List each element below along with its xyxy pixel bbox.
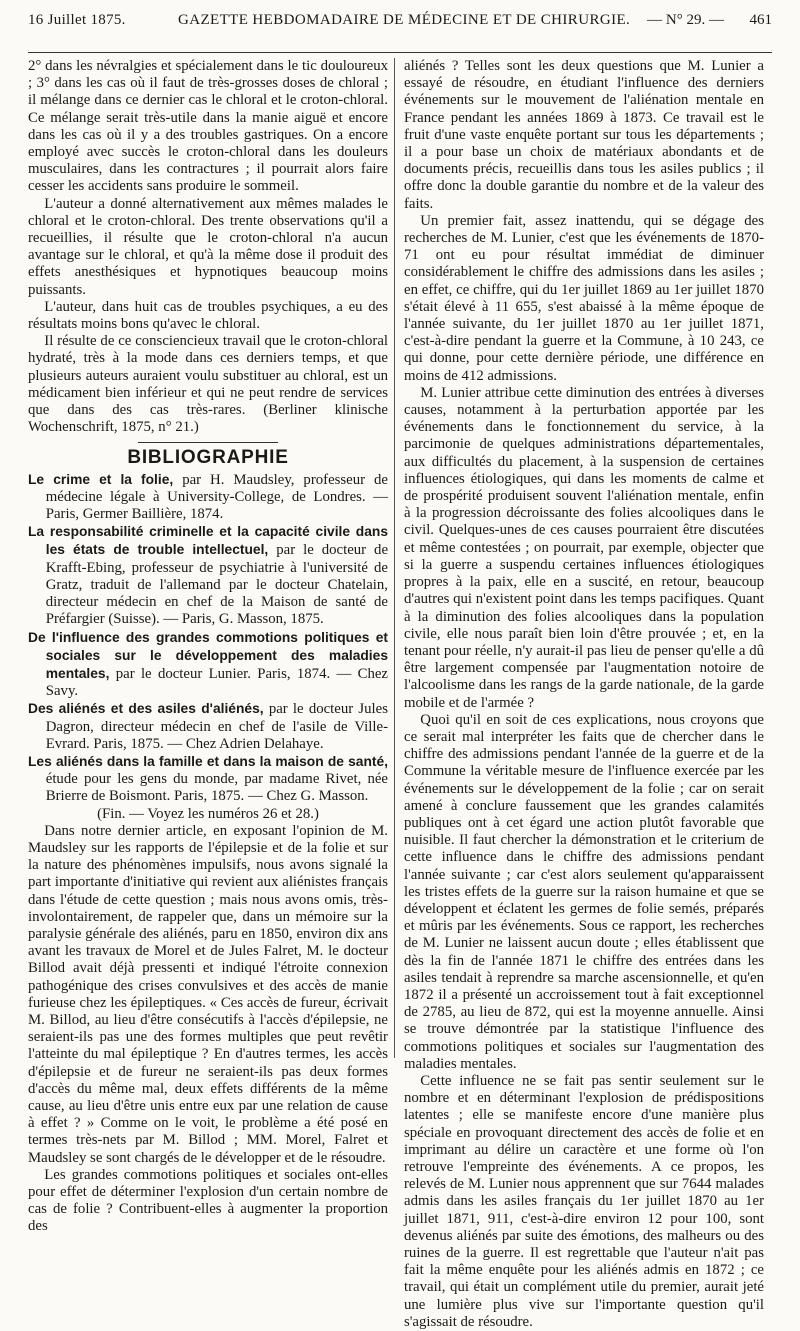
journal-title: GAZETTE HEBDOMADAIRE DE MÉDECINE ET DE CHIRURGIE. xyxy=(178,12,631,28)
paragraph: 2° dans les névralgies et spécialement dans le tic douloureux ; 3° dans les cas où il faut de très-grosses doses de chloral ; il mélange dans ce dernier cas le chloral et le croton-chloral. Ce mélange serait très-utile dans la manie aiguë et encore dans les cas où il y a des troubles gastriques. On a encore employé avec succès le croton-chloral dans les douleurs musculaires, dans les contractures ; il pourrait alors faire cesser les accidents sans produire le sommeil. xyxy=(28,58,388,195)
bibliography-entry xyxy=(28,523,388,628)
bib-title: Des aliénés et des asiles d'aliénés, xyxy=(28,701,264,717)
column-divider xyxy=(394,58,395,1058)
paragraph: Les grandes commotions politiques et sociales ont-elles pour effet de déterminer l'explosion d'un certain nombre de cas de folie ? Contribuent-elles à augmenter la proportion des xyxy=(28,1166,388,1235)
bib-title: La responsabilité criminelle et la capacité civile dans les états de trouble intellectuel, xyxy=(28,524,388,558)
section-heading: BIBLIOGRAPHIE xyxy=(127,447,289,469)
header-rule xyxy=(28,52,772,53)
bib-details: par H. Maudsley, professeur de médecine légale à University-College, de Londres. — Paris, Germer Baillière, 1874. xyxy=(45,471,388,523)
issue-date: 16 Juillet 1875. xyxy=(28,12,126,28)
bib-title: Le crime et la folie, xyxy=(28,471,174,487)
page-number: 461 xyxy=(749,12,772,28)
paragraph: Quoi qu'il en soit de ces explications, nous croyons que ce serait mal interpréter les faits que de chercher dans le chiffre des admissions pendant l'année de la guerre et de la Commune la véritable mesure de l'influence exercée par les événements sur le développement de la folie ; car on serait amené à conclure faussement que les grandes calamités publiques ont à cet égard une action plutôt favorable que nuisible. Il faut chercher la démonstration et le criterium de cette influence dans le chiffre des admissions pendant l'année suivante ; car c'est alors seulement qu'apparaissent les tristes effets de la guerre sur la raison humaine et que se développent et éclatent les germes de folie semés, préparés et mûris par les événements. Sous ce rapport, les recherches de M. Lunier ne laissent aucun doute ; elles établissent que dès la fin de l'année 1871 le chiffre des entrées dans les asiles tendait à reprendre sa marche ascensionnelle, et qu'en 1872 il a présenté un accroissement tout à fait exceptionnel de 2785, au lieu de 872, qui est la moyenne annuelle. Ainsi se trouve démontrée par la statistique l'influence des commotions politiques et sociales sur l'augmentation des maladies mentales. xyxy=(404,711,764,1072)
continuation-note: (Fin. — Voyez les numéros 26 et 28.) xyxy=(97,805,319,822)
left-column xyxy=(28,58,389,1235)
right-column xyxy=(404,58,764,1330)
page-header xyxy=(28,6,772,36)
paragraph: L'auteur, dans huit cas de troubles psychiques, a eu des résultats moins bons qu'avec le chloral. xyxy=(28,298,388,333)
bibliography-entry xyxy=(28,753,388,806)
bib-details: par le docteur Jules Dagron, directeur médecin en chef de l'asile de Ville-Evrard. Paris, 1875. — Chez Adrien Delahaye. xyxy=(45,701,388,752)
paragraph: Il résulte de ce consciencieux travail que le croton-chloral hydraté, très à la mode dans ces derniers temps, et que plusieurs auteurs auraient voulu substituer au chloral, est un médicament bien inférieur et qui ne peut rendre de services que dans des cas très-rares. (Berliner klinische Wochenschrift, 1875, n° 21.) xyxy=(28,333,388,436)
issue-number: — N° 29. — xyxy=(647,12,724,28)
bibliography-entry xyxy=(28,700,388,753)
paragraph: aliénés ? Telles sont les deux questions que M. Lunier a essayé de résoudre, en étudiant l'influence des derniers événements sur le mouvement de l'aliénation mentale en France pendant les années 1869 à 1873. Ce travail est le fruit d'une vaste enquête portant sur tous les départements ; il a pour base un choix de matériaux abondants et de documents précis, recueillis dans tous les asiles publics ; il offre donc la double garantie du nombre et de la valeur des faits. xyxy=(404,58,764,212)
bib-details: par le docteur de Krafft-Ebing, professeur de psychiatrie à l'université de Gratz, traduit de l'allemand par le docteur Chatelain, directeur médecin en chef de la Maison de santé de Préfargier (Suisse). — Paris, G. Masson, 1875. xyxy=(45,542,389,628)
bib-title: Les aliénés dans la famille et dans la maison de santé, xyxy=(28,753,388,769)
bib-details: par le docteur Lunier. Paris, 1874. — Chez Savy. xyxy=(45,665,389,700)
paragraph: L'auteur a donné alternativement aux mêmes malades le chloral et le croton-chloral. Des trente observations qu'il a recueillies, il résulte que le croton-chloral n'a aucun avantage sur le chloral, et qu'à la même dose il produit des effets anesthésiques et hypnotiques beaucoup moins puissants. xyxy=(28,195,388,298)
paragraph: Cette influence ne se fait pas sentir seulement sur le nombre et en déterminant l'explosion de prédispositions latentes ; elle se manifeste encore d'une manière plus spéciale en provoquant directement des accès de folie et en imprimant au délire un caractère et une forme où l'on retrouve l'empreinte des événements. A ce propos, les relevés de M. Lunier nous apprennent que sur 7644 malades admis dans les asiles français du 1er juillet 1870 au 1er juillet 1871, 911, c'est-à-dire environ 12 pour 100, sont devenus aliénés par suite des émotions, des malheurs ou des ruines de la guerre. Il est regrettable que l'auteur n'ait pas fait la même enquête pour les aliénés admis en 1872 ; ce travail, qui était un complément utile du premier, aurait jeté une lumière plus vive sur l'importante question qu'il s'agissait de résoudre. xyxy=(404,1072,764,1330)
bib-details: étude pour les gens du monde, par madame Rivet, née Brierre de Boismont. Paris, 1875. — Chez G. Masson. xyxy=(45,771,388,805)
bibliography-entry xyxy=(28,471,388,524)
bibliography-entry xyxy=(28,629,388,701)
paragraph: M. Lunier attribue cette diminution des entrées à diverses causes, notamment à la perturbation apportée par les événements dans le fonctionnement du service, à la parcimonie de quelques administrations départementales, aux difficultés du placement, à la suspension de certaines influences étiologiques, qui dans les moments de calme et de prospérité produisent souvent l'aliénation mentale, enfin à la progression décroissante des folies alcooliques dans le civil. Quelques-unes de ces causes pourraient être discutées et même contestées ; on pourrait, par exemple, objecter que si la guerre a suspendu certaines influences étiologiques propres à la paix, elle en a suscité, en retour, beaucoup d'autres qui n'existent point dans les temps pacifiques. Quant à la diminution des folies alcooliques dans la population civile, elle nous paraît bien loin d'être prouvée ; et, en la tenant pour réelle, n'y aurait-il pas lieu de penser qu'elle a dû être largement compensée par l'augmentation notoire de l'alcoolisme dans les rangs de la garde nationale, de la garde mobile et de l'armée ? xyxy=(404,384,764,711)
paragraph: Dans notre dernier article, en exposant l'opinion de M. Maudsley sur les rapports de l'épilepsie et de la folie et sur la nature des phénomènes impulsifs, nous avons signalé la part importante d'initiative qui revient aux aliénistes français dans l'étude de cette question ; mais nous avons omis, très-involontairement, de rappeler que, dans un mémoire sur la paralysie générale des aliénés, paru en 1850, environ dix ans avant les travaux de Morel et de Jules Falret, M. le docteur Billod avait déjà pressenti et indiqué l'étroite connexion pathogénique des crises convulsives et des accès de manie furieuse chez les épileptiques. « Ces accès de fureur, écrivait M. Billod, au lieu d'être consécutifs à l'accès d'épilepsie, ne seraient-ils pas une des formes multiples que peut revêtir l'atteinte du mal épileptique ? En d'autres termes, les accès d'épilepsie et de fureur ne seraient-ils pas deux formes d'accès du même mal, deux effets différents de la même cause, au lieu d'être unis entre eux par une relation de cause à effet ? » Comme on le voit, le problème a été posé en termes très-nets par M. Billod ; MM. Morel, Falret et Maudsley se sont chargés de le développer et de le résoudre. xyxy=(28,822,388,1166)
section-rule xyxy=(138,442,278,443)
bib-title: De l'influence des grandes commotions politiques et sociales sur le développement des maladies mentales, xyxy=(28,629,388,681)
paragraph: Un premier fait, assez inattendu, qui se dégage des recherches de M. Lunier, c'est que les événements de 1870-71 ont eu pour résultat immédiat de diminuer considérablement le chiffre des admissions dans les asiles ; en effet, ce chiffre, qui du 1er juillet 1869 au 1er juillet 1870 s'était élevé à 11 655, s'est abaissé à la même époque de l'année suivante, du 1er juillet 1870 au 1er juillet 1871, c'est-à-dire pendant la guerre et la Commune, à 10 243, ce qui donne, pour cette dernière période, une différence en moins de 412 admissions. xyxy=(404,212,764,384)
